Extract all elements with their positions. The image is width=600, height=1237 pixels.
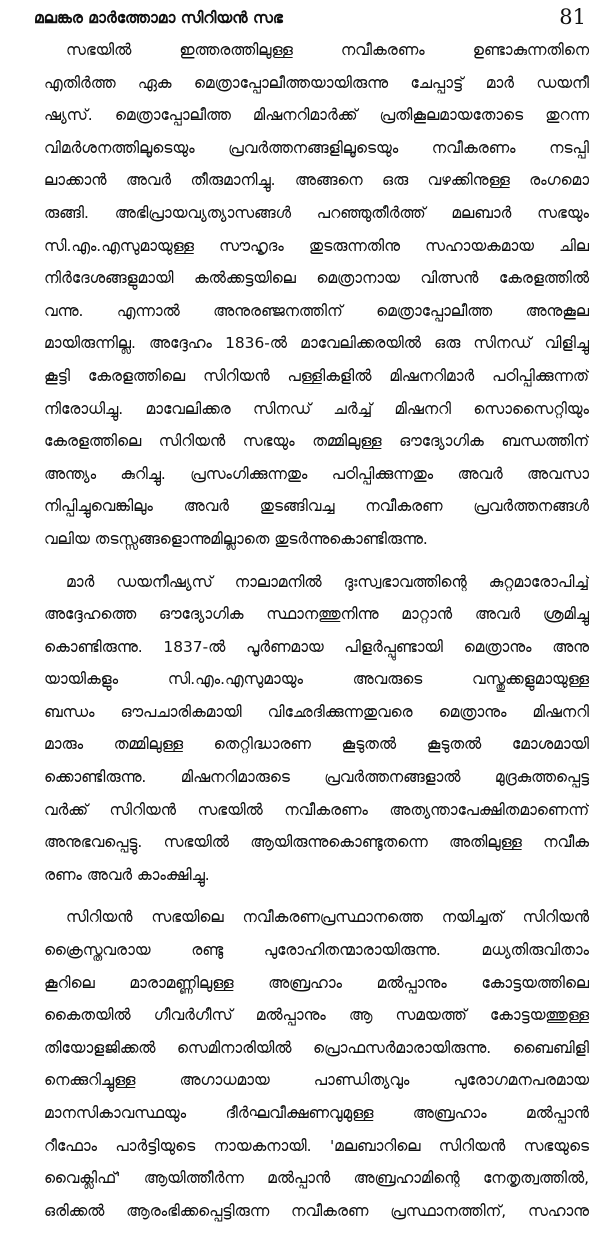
text-line: വിമർശനത്തിലൂടെയും പ്രവർത്തനങ്ങളിലൂടെയും നവീകരണം നടപ്പി — [44, 138, 589, 157]
text-line: ഷ്യസ്. മെത്രാപ്പോലീത്ത മിഷനറിമാർക്ക് പ്രതികൂലമായതോടെ തുറന്ന — [44, 106, 589, 125]
text-line: യായികളും സി.എം.എസുമായും അവരുടെ വസ്തുക്കളുമായുള്ള — [44, 670, 589, 689]
text-line: വർക്ക് സിറിയൻ സഭയിൽ നവീകരണം അത്യന്താപേക്ഷിതമാണെന്ന് — [44, 800, 589, 819]
text-line: സഭയിൽ ഇത്തരത്തിലുള്ള നവീകരണം ഉണ്ടാകുന്നതിനെ — [66, 41, 589, 59]
text-line: കൊണ്ടിരുന്നു. 1837-ൽ പൂർണമായ പിളർപ്പുണ്ടായി മെത്രാനും അനു — [44, 637, 589, 656]
text-line: നിർദേശങ്ങളുമായി കൽക്കട്ടയിലെ മെത്രാനായ വിത്സൻ കേരളത്തിൽ — [44, 269, 589, 288]
text-line: സിറിയൻ സഭയിലെ നവീകരണപ്രസ്ഥാനത്തെ നയിച്ചത് സിറിയൻ — [66, 908, 589, 927]
paragraph — [44, 34, 589, 556]
text-line: കൈതയിൽ ഗീവർഗീസ് മൽപ്പാനും ആ സമയത്ത് കോട്ടയത്തുള്ള — [44, 1006, 589, 1025]
text-line: കൂട്ടി കേരളത്തിലെ സിറിയൻ പള്ളികളിൽ മിഷനറിമാർ പഠിപ്പിക്കുന്നത് — [44, 366, 589, 385]
text-line: മായിരുന്നില്ല. അദ്ദേഹം 1836-ൽ മാവേലിക്കരയിൽ ഒരു സിനഡ് വിളിച്ചു — [44, 334, 589, 353]
text-line: മാർ ഡയനീഷ്യസ് നാലാമനിൽ ദുഃസ്വഭാവത്തിന്റെ കുറ്റമാരോപിച്ച് — [66, 572, 589, 591]
paragraph — [44, 901, 589, 1227]
text-line: രുങ്ങി. അഭിപ്രായവ്യത്യാസങ്ങൾ പറഞ്ഞുതീർത്ത് മലബാർ സഭയും — [44, 203, 589, 222]
text-line: കേരളത്തിലെ സിറിയൻ സഭയും തമ്മിലുള്ള ഔദ്യോഗിക ബന്ധത്തിന് — [44, 432, 589, 451]
text-line: നെക്കുറിച്ചുള്ള അഗാധമായ പാണ്ഡിത്യവും പുരോഗമനപരമായ — [44, 1071, 589, 1090]
paragraph — [44, 566, 589, 892]
text-line: മാനസികാവസ്ഥയും ദീർഘവീക്ഷണവുമുള്ള അബ്രഹാം മൽപ്പാൻ — [44, 1104, 589, 1122]
text-line: ക്രൈസ്തവരായ രണ്ടു പുരോഹിതന്മാരായിരുന്നു. മധ്യതിരുവിതാം — [44, 941, 589, 960]
body-text — [44, 34, 589, 1237]
text-line: സി.എം.എസുമായുള്ള സൗഹൃദം തുടരുന്നതിനു സഹായകമായ ചില — [44, 236, 589, 255]
text-line: ഒരിക്കൽ ആരംഭിക്കപ്പെട്ടിരുന്ന നവീകരണ പ്രസ്ഥാനത്തിന്, സഹാനു — [44, 1201, 589, 1220]
text-line: ലാക്കാൻ അവർ തീരുമാനിച്ചു. അങ്ങനെ ഒരു വഴക്കിനുള്ള രംഗമൊ — [44, 171, 589, 190]
text-line: വന്നു. എന്നാൽ അനുരഞ്ജനത്തിന് മെത്രാപ്പോലീത്ത അനുകൂല — [44, 301, 589, 320]
text-line: എതിർത്ത ഏക മെത്രാപ്പോലീത്തയായിരുന്നു ചേപ്പാട്ട് മാർ ഡയനീ — [44, 73, 589, 92]
text-line: ക്കൊണ്ടിരുന്നു. മിഷനറിമാരുടെ പ്രവർത്തനങ്ങളാൽ മുദ്രകുത്തപ്പെട്ട — [44, 768, 589, 787]
text-line: അദ്ദേഹത്തെ ഔദ്യോഗിക സ്ഥാനത്തുനിന്നു മാറ്റാൻ അവർ ശ്രമിച്ചു — [44, 605, 589, 624]
text-line: നിരോധിച്ചു. മാവേലിക്കര സിനഡ് ചർച്ച് മിഷനറി സൊസൈറ്റിയും — [44, 399, 589, 418]
text-line: വൈക്ലിഫ്' ആയിത്തീർന്ന മൽപ്പാൻ അബ്രഹാമിന്റെ നേതൃത്വത്തിൽ, — [44, 1169, 589, 1188]
text-line: ബന്ധം ഔപചാരികമായി വിഛേദിക്കുന്നതുവരെ മെത്രാനും മിഷനറി — [44, 702, 589, 721]
text-line: കൂറിലെ മാരാമണ്ണിലുള്ള അബ്രഹാം മൽപ്പാനും കോട്ടയത്തിലെ — [44, 973, 589, 992]
text-line: തിയോളജിക്കൽ സെമിനാരിയിൽ പ്രൊഫസർമാരായിരുന്നു. ബൈബിളി — [44, 1038, 589, 1057]
text-line: രണം അവർ കാംക്ഷിച്ചു. — [44, 865, 210, 884]
page-number: 81 — [559, 5, 586, 29]
running-header: മലങ്കര മാർത്തോമാ സിറിയൻ സഭ — [34, 9, 283, 27]
text-line: വലിയ തടസ്സങ്ങളൊന്നുമില്ലാതെ തുടർന്നുകൊണ്ടിരുന്നു. — [44, 529, 428, 548]
text-line: നിപ്പിച്ചുവെങ്കിലും അവർ തുടങ്ങിവച്ച നവീകരണ പ്രവർത്തനങ്ങൾ — [44, 497, 589, 516]
text-line: അന്ത്യം കുറിച്ചു. പ്രസംഗിക്കുന്നതും പഠിപ്പിക്കുന്നതും അവർ അവസാ — [44, 464, 589, 483]
text-line: മാരും തമ്മിലുള്ള തെറ്റിദ്ധാരണ കൂടുതൽ കൂടുതൽ മോശമായി — [44, 735, 589, 754]
text-line: അനുഭവപ്പെട്ടു. സഭയിൽ ആയിരുന്നുകൊണ്ടുതന്നെ അതിലുള്ള നവീക — [44, 833, 589, 852]
text-line: റീഫോം പാർട്ടിയുടെ നായകനായി. 'മലബാറിലെ സിറിയൻ സഭയുടെ — [44, 1136, 589, 1155]
